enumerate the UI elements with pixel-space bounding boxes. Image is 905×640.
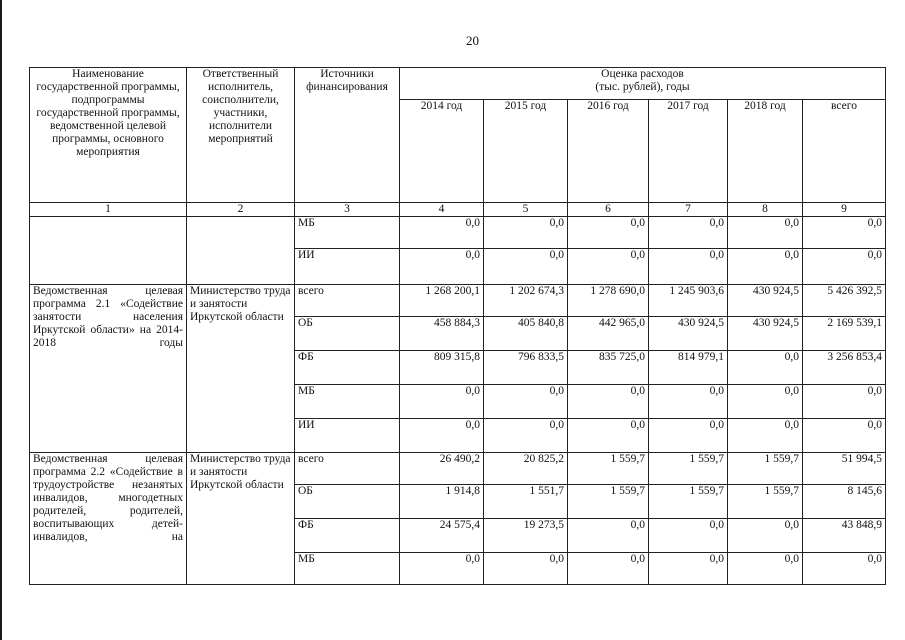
year-value-cell: 1 551,7 xyxy=(484,485,568,519)
year-value-cell: 0,0 xyxy=(728,385,803,419)
header-year: 2015 год xyxy=(484,100,568,203)
year-value-cell: 0,0 xyxy=(649,419,728,453)
total-value-cell: 0,0 xyxy=(803,385,886,419)
year-value-cell: 0,0 xyxy=(484,249,568,285)
total-value-cell: 0,0 xyxy=(803,249,886,285)
header-estimate-title: Оценка расходов xyxy=(601,68,684,80)
column-number: 1 xyxy=(30,203,187,217)
year-value-cell: 0,0 xyxy=(649,217,728,249)
executor-cell: Министерство труда и занятости Иркутской области xyxy=(187,285,295,453)
year-value-cell: 0,0 xyxy=(649,249,728,285)
executor-cell: Министерство труда и занятости Иркутской области xyxy=(187,453,295,585)
year-value-cell: 796 833,5 xyxy=(484,351,568,385)
year-value-cell: 0,0 xyxy=(649,519,728,553)
year-value-cell: 1 278 690,0 xyxy=(568,285,649,317)
year-value-cell: 0,0 xyxy=(728,553,803,585)
year-value-cell: 0,0 xyxy=(649,553,728,585)
year-value-cell: 430 924,5 xyxy=(728,285,803,317)
program-name-cell: Ведомственная целевая программа 2.2 «Содействие в трудоустройстве незанятых инвалидов, многодетных родителей, родителей, воспитывающих детей-инвалидов, на xyxy=(30,453,187,585)
year-value-cell: 0,0 xyxy=(484,385,568,419)
total-value-cell: 0,0 xyxy=(803,419,886,453)
year-value-cell: 405 840,8 xyxy=(484,317,568,351)
year-value-cell: 0,0 xyxy=(568,385,649,419)
column-number: 3 xyxy=(295,203,400,217)
year-value-cell: 0,0 xyxy=(484,217,568,249)
executor-cell xyxy=(187,217,295,285)
year-value-cell: 809 315,8 xyxy=(400,351,484,385)
year-value-cell: 1 559,7 xyxy=(649,485,728,519)
table-row xyxy=(30,285,886,317)
year-value-cell: 1 559,7 xyxy=(568,485,649,519)
scan-edge xyxy=(0,0,2,640)
year-value-cell: 458 884,3 xyxy=(400,317,484,351)
year-value-cell: 0,0 xyxy=(568,553,649,585)
funding-source-cell: всего xyxy=(295,453,400,485)
total-value-cell: 0,0 xyxy=(803,217,886,249)
column-number: 7 xyxy=(649,203,728,217)
year-value-cell: 0,0 xyxy=(728,419,803,453)
year-value-cell: 0,0 xyxy=(728,351,803,385)
year-value-cell: 0,0 xyxy=(568,217,649,249)
header-year: 2018 год xyxy=(728,100,803,203)
column-number: 2 xyxy=(187,203,295,217)
year-value-cell: 0,0 xyxy=(728,217,803,249)
year-value-cell: 1 559,7 xyxy=(728,485,803,519)
funding-source-cell: ИИ xyxy=(295,249,400,285)
funding-source-cell: ИИ xyxy=(295,419,400,453)
funding-source-cell: всего xyxy=(295,285,400,317)
header-sources: Источники финансирования xyxy=(295,68,400,203)
year-value-cell: 20 825,2 xyxy=(484,453,568,485)
year-value-cell: 430 924,5 xyxy=(728,317,803,351)
year-value-cell: 1 268 200,1 xyxy=(400,285,484,317)
year-value-cell: 1 559,7 xyxy=(649,453,728,485)
year-value-cell: 835 725,0 xyxy=(568,351,649,385)
total-value-cell: 8 145,6 xyxy=(803,485,886,519)
column-number: 8 xyxy=(728,203,803,217)
year-value-cell: 1 245 903,6 xyxy=(649,285,728,317)
page-number: 20 xyxy=(466,33,479,48)
year-value-cell: 0,0 xyxy=(728,249,803,285)
total-value-cell: 5 426 392,5 xyxy=(803,285,886,317)
year-value-cell: 1 559,7 xyxy=(568,453,649,485)
table-row xyxy=(30,453,886,485)
funding-source-cell: МБ xyxy=(295,217,400,249)
header-year: 2016 год xyxy=(568,100,649,203)
table-row xyxy=(30,217,886,249)
column-number: 9 xyxy=(803,203,886,217)
year-value-cell: 0,0 xyxy=(568,519,649,553)
year-value-cell: 0,0 xyxy=(484,553,568,585)
year-value-cell: 0,0 xyxy=(400,553,484,585)
column-number: 4 xyxy=(400,203,484,217)
funding-source-cell: ОБ xyxy=(295,317,400,351)
year-value-cell: 26 490,2 xyxy=(400,453,484,485)
header-year: 2017 год xyxy=(649,100,728,203)
header-estimate-units: (тыс. рублей), годы xyxy=(595,81,690,93)
year-value-cell: 0,0 xyxy=(568,249,649,285)
header-estimate xyxy=(400,68,886,100)
year-value-cell: 1 914,8 xyxy=(400,485,484,519)
year-value-cell: 0,0 xyxy=(728,519,803,553)
year-value-cell: 0,0 xyxy=(400,217,484,249)
year-value-cell: 19 273,5 xyxy=(484,519,568,553)
year-value-cell: 0,0 xyxy=(400,385,484,419)
header-year: 2014 год xyxy=(400,100,484,203)
year-value-cell: 0,0 xyxy=(649,385,728,419)
total-value-cell: 51 994,5 xyxy=(803,453,886,485)
funding-source-cell: МБ xyxy=(295,553,400,585)
year-value-cell: 1 559,7 xyxy=(728,453,803,485)
year-value-cell: 0,0 xyxy=(400,249,484,285)
year-value-cell: 442 965,0 xyxy=(568,317,649,351)
header-name: Наименование государственной программы, подпрограммы государственной программы, ведомственной целевой программы, основного мероприятия xyxy=(30,68,187,203)
funding-source-cell: ФБ xyxy=(295,519,400,553)
header-executor: Ответственный исполнитель, соисполнители, участники, исполнители мероприятий xyxy=(187,68,295,203)
budget-table xyxy=(29,67,886,585)
year-value-cell: 1 202 674,3 xyxy=(484,285,568,317)
total-value-cell: 3 256 853,4 xyxy=(803,351,886,385)
total-value-cell: 0,0 xyxy=(803,553,886,585)
total-value-cell: 43 848,9 xyxy=(803,519,886,553)
program-name-cell xyxy=(30,217,187,285)
year-value-cell: 24 575,4 xyxy=(400,519,484,553)
program-name-cell: Ведомственная целевая программа 2.1 «Содействие занятости населения Иркутской области» на 2014-2018 годы xyxy=(30,285,187,453)
funding-source-cell: ФБ xyxy=(295,351,400,385)
funding-source-cell: МБ xyxy=(295,385,400,419)
year-value-cell: 0,0 xyxy=(484,419,568,453)
total-value-cell: 2 169 539,1 xyxy=(803,317,886,351)
year-value-cell: 0,0 xyxy=(568,419,649,453)
header-total: всего xyxy=(803,100,886,203)
year-value-cell: 814 979,1 xyxy=(649,351,728,385)
funding-source-cell: ОБ xyxy=(295,485,400,519)
column-number: 6 xyxy=(568,203,649,217)
year-value-cell: 0,0 xyxy=(400,419,484,453)
column-number: 5 xyxy=(484,203,568,217)
year-value-cell: 430 924,5 xyxy=(649,317,728,351)
